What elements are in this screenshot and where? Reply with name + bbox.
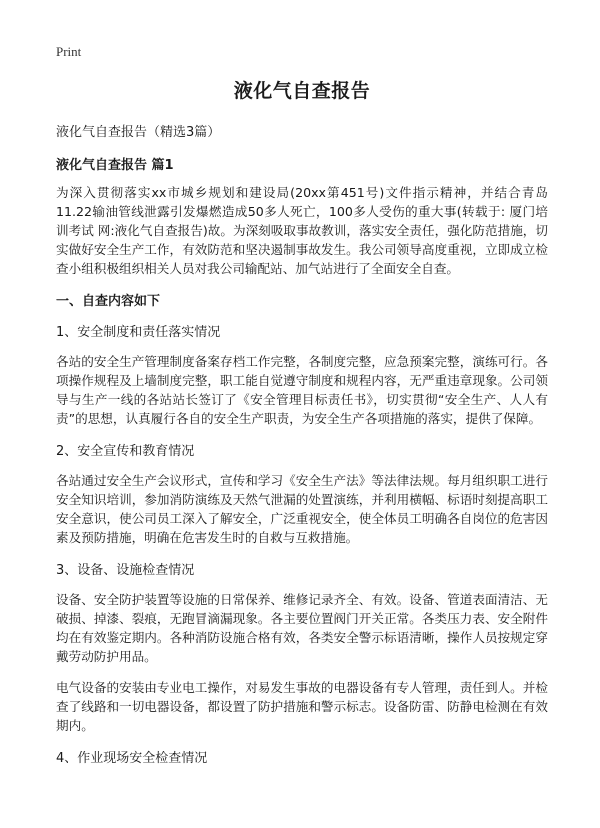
subheading-equipment-check: 3、设备、设施检查情况 [56,563,195,578]
print-link[interactable]: Print [56,44,82,59]
document-body [56,76,548,778]
heading-self-check-content: 一、自查内容如下 [56,294,161,309]
paragraph-safety-system: 各站的安全生产管理制度备案存档工作完整，各制度完整，应急预案完整，演练可行。各项操作规程及上墙制度完整，职工能自觉遵守制度和规程内容，无严重违章现象。公司领导与生产一线的各站站长签订了《安全管理目标责任书》，切实贯彻“安全生产、人人有责”的思想，认真履行各自的安全生产职责，为安全生产各项措施的落实，提供了保障。 [56,354,548,426]
subheading-worksite-check: 4、作业现场安全检查情况 [56,751,208,766]
section-title: 液化气自查报告 篇1 [56,158,174,173]
paragraph-electrical-equipment: 电气设备的安装由专业电工操作，对易发生事故的电器设备有专人管理，责任到人。并检查了线路和一切电器设备，都设置了防护措施和警示标志。设备防雷、防静电检测在有效期内。 [56,680,548,733]
paragraph-equipment-check: 设备、安全防护装置等设施的日常保养、维修记录齐全、有效。设备、管道表面清洁、无破损、掉漆、裂痕，无跑冒滴漏现象。各主要位置阀门开关正常。各类压力表、安全附件均在有效鉴定期内。各种消防设施合格有效，各类安全警示标语清晰，操作人员按规定穿戴劳动防护用品。 [56,592,548,664]
subheading-safety-education: 2、安全宣传和教育情况 [56,444,195,459]
subheading-safety-system: 1、安全制度和责任落实情况 [56,325,221,340]
page-title: 液化气自查报告 [233,80,371,102]
paragraph-safety-education: 各站通过安全生产会议形式，宣传和学习《安全生产法》等法律法规。每月组织职工进行安全知识培训，参加消防演练及天然气泄漏的处置演练，并利用横幅、标语时刻提高职工安全意识，使公司员工深入了解安全，广泛重视安全，使全体员工明确各自岗位的危害因素及预防措施，明确在危害发生时的自救与互救措施。 [56,473,548,545]
document-subtitle: 液化气自查报告（精选3篇） [56,125,221,140]
intro-paragraph: 为深入贯彻落实xx市城乡规划和建设局(20xx第451号)文件指示精神，并结合青岛11.22输油管线泄露引发爆燃造成50多人死亡，100多人受伤的重大事(转载于: 厦门培训考试 网:液化气自查报告)故。为深刻吸取事故教训，落实安全责任，强化防范措施，切实做好安全生产工作，有效防范和坚决遏制事故发生。我公司领导高度重视，立即成立检查小组积极组织相关人员对我公司输配站、加气站进行了全面安全自查。 [56,185,548,276]
